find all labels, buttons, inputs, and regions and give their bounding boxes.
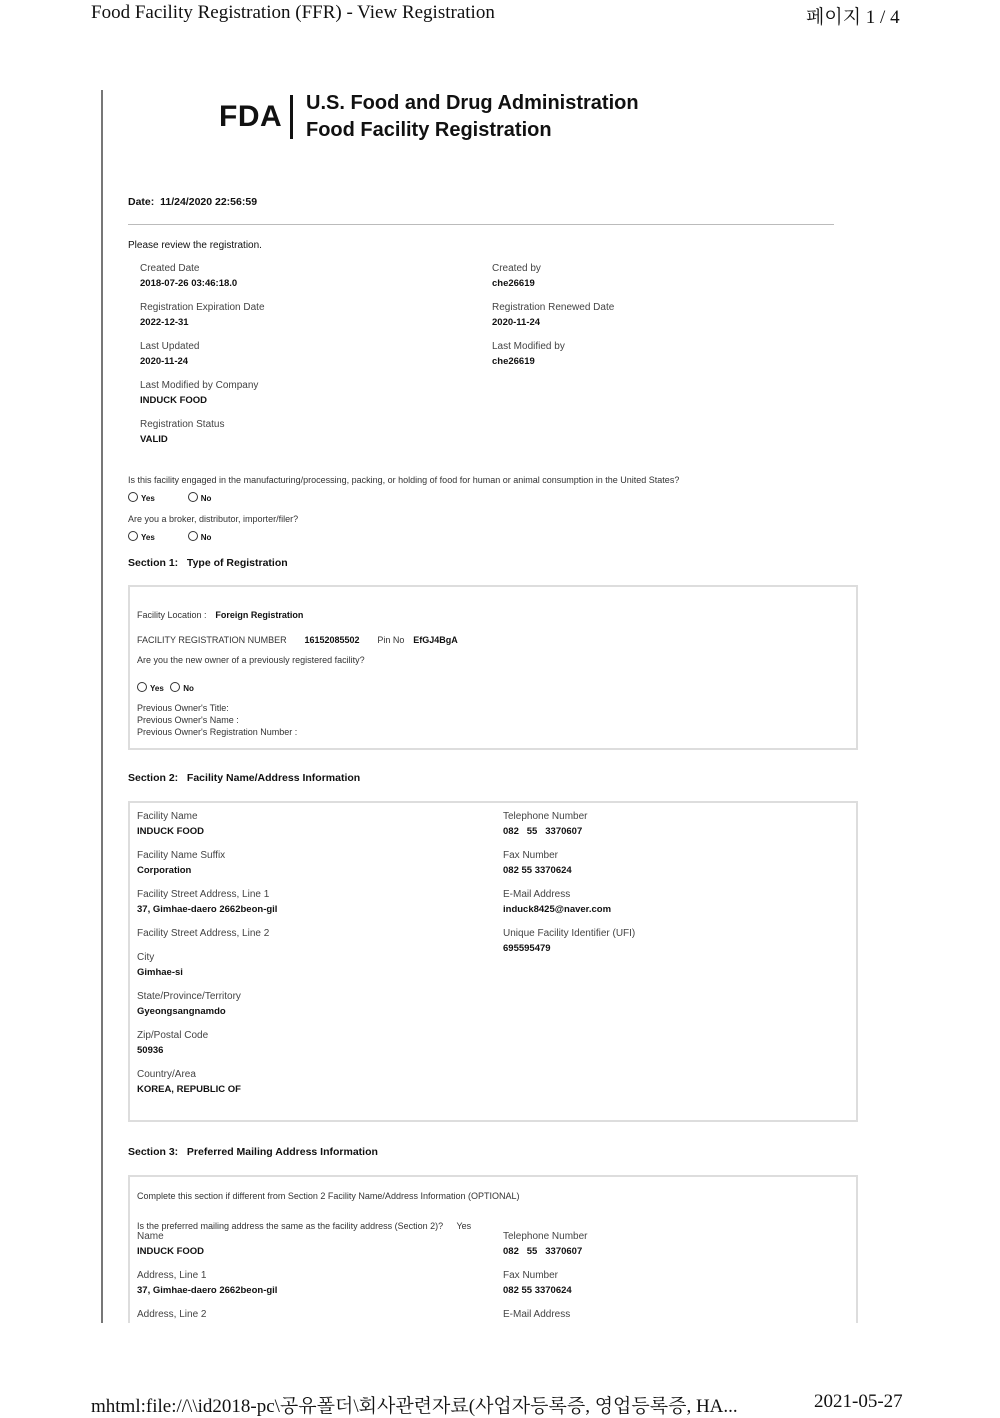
created-by-value: che26619 <box>492 278 535 289</box>
street1-value: 37, Gimhae-daero 2662beon-gil <box>137 904 278 915</box>
status-value: VALID <box>140 434 168 445</box>
facility-name-value: INDUCK FOOD <box>137 826 205 837</box>
radio-yes[interactable] <box>128 492 138 502</box>
report-date: Date: 11/24/2020 22:56:59 <box>128 196 258 208</box>
mailing-tel-label: Telephone Number <box>503 1231 588 1242</box>
print-page-indicator: 페이지 1 / 4 <box>806 7 900 28</box>
section-2-title: Section 2: Facility Name/Address Information <box>128 772 361 784</box>
country-value: KOREA, REPUBLIC OF <box>137 1084 241 1095</box>
created-date-label: Created Date <box>140 263 200 274</box>
print-page-title: Food Facility Registration (FFR) - View Registration <box>91 2 495 23</box>
modified-company-label: Last Modified by Company <box>140 380 259 391</box>
mailing-addr2-label: Address, Line 2 <box>137 1309 207 1320</box>
new-owner-options <box>137 678 194 696</box>
radio-no-label: No <box>200 533 212 542</box>
email-value: induck8425@naver.com <box>503 904 612 915</box>
fax-value: 082 55 3370624 <box>503 865 572 876</box>
zip-value: 50936 <box>137 1045 164 1056</box>
expiration-label: Registration Expiration Date <box>140 302 265 313</box>
prev-owner-reg: Previous Owner's Registration Number : <box>137 727 298 737</box>
street1-label: Facility Street Address, Line 1 <box>137 889 270 900</box>
radio-yes[interactable] <box>137 682 147 692</box>
ufi-value: 695595479 <box>503 943 551 954</box>
radio-yes-label: Yes <box>141 533 155 542</box>
radio-yes-label: Yes <box>141 494 155 503</box>
prev-owner-name: Previous Owner's Name : <box>137 715 239 725</box>
mailing-name-value: INDUCK FOOD <box>137 1246 205 1257</box>
renewed-value: 2020-11-24 <box>492 317 541 328</box>
status-label: Registration Status <box>140 419 225 430</box>
modified-company-value: INDUCK FOOD <box>140 395 208 406</box>
prev-owner-title: Previous Owner's Title: <box>137 703 229 713</box>
modified-by-value: che26619 <box>492 356 535 367</box>
last-updated-label: Last Updated <box>140 341 200 352</box>
street2-label: Facility Street Address, Line 2 <box>137 928 270 939</box>
fda-logo: FDA <box>219 100 283 133</box>
modified-by-label: Last Modified by <box>492 341 565 352</box>
zip-label: Zip/Postal Code <box>137 1030 209 1041</box>
mailing-email-label: E-Mail Address <box>503 1309 571 1320</box>
telephone-value: 082 55 3370607 <box>503 826 583 837</box>
print-date: 2021-05-27 <box>814 1391 903 1412</box>
city-label: City <box>137 952 155 963</box>
state-value: Gyeongsangnamdo <box>137 1006 226 1017</box>
facility-name-label: Facility Name <box>137 811 198 822</box>
created-by-label: Created by <box>492 263 541 274</box>
name-suffix-label: Facility Name Suffix <box>137 850 226 861</box>
country-label: Country/Area <box>137 1069 196 1080</box>
email-label: E-Mail Address <box>503 889 571 900</box>
logo-divider <box>290 95 293 139</box>
state-label: State/Province/Territory <box>137 991 241 1002</box>
divider <box>128 224 834 225</box>
fax-label: Fax Number <box>503 850 559 861</box>
mailing-addr1-label: Address, Line 1 <box>137 1270 207 1281</box>
radio-no[interactable] <box>170 682 180 692</box>
created-date-value: 2018-07-26 03:46:18.0 <box>140 278 238 289</box>
broker-options <box>128 527 211 545</box>
radio-no[interactable] <box>188 492 198 502</box>
mailing-name-label: Name <box>137 1231 164 1242</box>
radio-no-label: No <box>183 684 194 693</box>
ufi-label: Unique Facility Identifier (UFI) <box>503 928 636 939</box>
radio-no[interactable] <box>188 531 198 541</box>
section-1-title: Section 1: Type of Registration <box>128 557 288 569</box>
question-engaged: Is this facility engaged in the manufacturing/processing, packing, or holding of food for human or animal consumption in the United States? <box>128 475 680 485</box>
radio-no-label: No <box>200 494 212 503</box>
city-value: Gimhae-si <box>137 967 183 978</box>
name-suffix-value: Corporation <box>137 865 192 876</box>
left-border-line <box>101 90 103 1323</box>
question-broker: Are you a broker, distributor, importer/filer? <box>128 514 299 524</box>
system-name: Food Facility Registration <box>306 119 552 141</box>
agency-name: U.S. Food and Drug Administration <box>306 92 639 114</box>
radio-yes-label: Yes <box>150 684 164 693</box>
renewed-label: Registration Renewed Date <box>492 302 615 313</box>
page-cutoff <box>0 1323 1000 1383</box>
facility-location: Facility Location : Foreign Registration <box>137 610 304 620</box>
print-file-path: mhtml:file://\\id2018-pc\공유폴더\회사관련자료(사업자등록증, 영업등록증, HA... <box>91 1396 738 1417</box>
last-updated-value: 2020-11-24 <box>140 356 189 367</box>
section-3-title: Section 3: Preferred Mailing Address Information <box>128 1146 378 1158</box>
engaged-options <box>128 488 211 506</box>
mailing-fax-label: Fax Number <box>503 1270 559 1281</box>
mailing-tel-value: 082 55 3370607 <box>503 1246 583 1257</box>
review-text: Please review the registration. <box>128 240 262 251</box>
telephone-label: Telephone Number <box>503 811 588 822</box>
mailing-fax-value: 082 55 3370624 <box>503 1285 572 1296</box>
section-3-intro: Complete this section if different from Section 2 Facility Name/Address Information (OPTIONAL) <box>137 1191 520 1201</box>
radio-yes[interactable] <box>128 531 138 541</box>
section-2-box <box>128 801 858 1122</box>
same-address-question: Is the preferred mailing address the same as the facility address (Section 2)? Yes <box>137 1221 472 1231</box>
mailing-addr1-value: 37, Gimhae-daero 2662beon-gil <box>137 1285 278 1296</box>
expiration-value: 2022-12-31 <box>140 317 189 328</box>
registration-number: FACILITY REGISTRATION NUMBER 16152085502 Pin No EfGJ4BgA <box>137 635 458 645</box>
new-owner-question: Are you the new owner of a previously registered facility? <box>137 655 365 665</box>
